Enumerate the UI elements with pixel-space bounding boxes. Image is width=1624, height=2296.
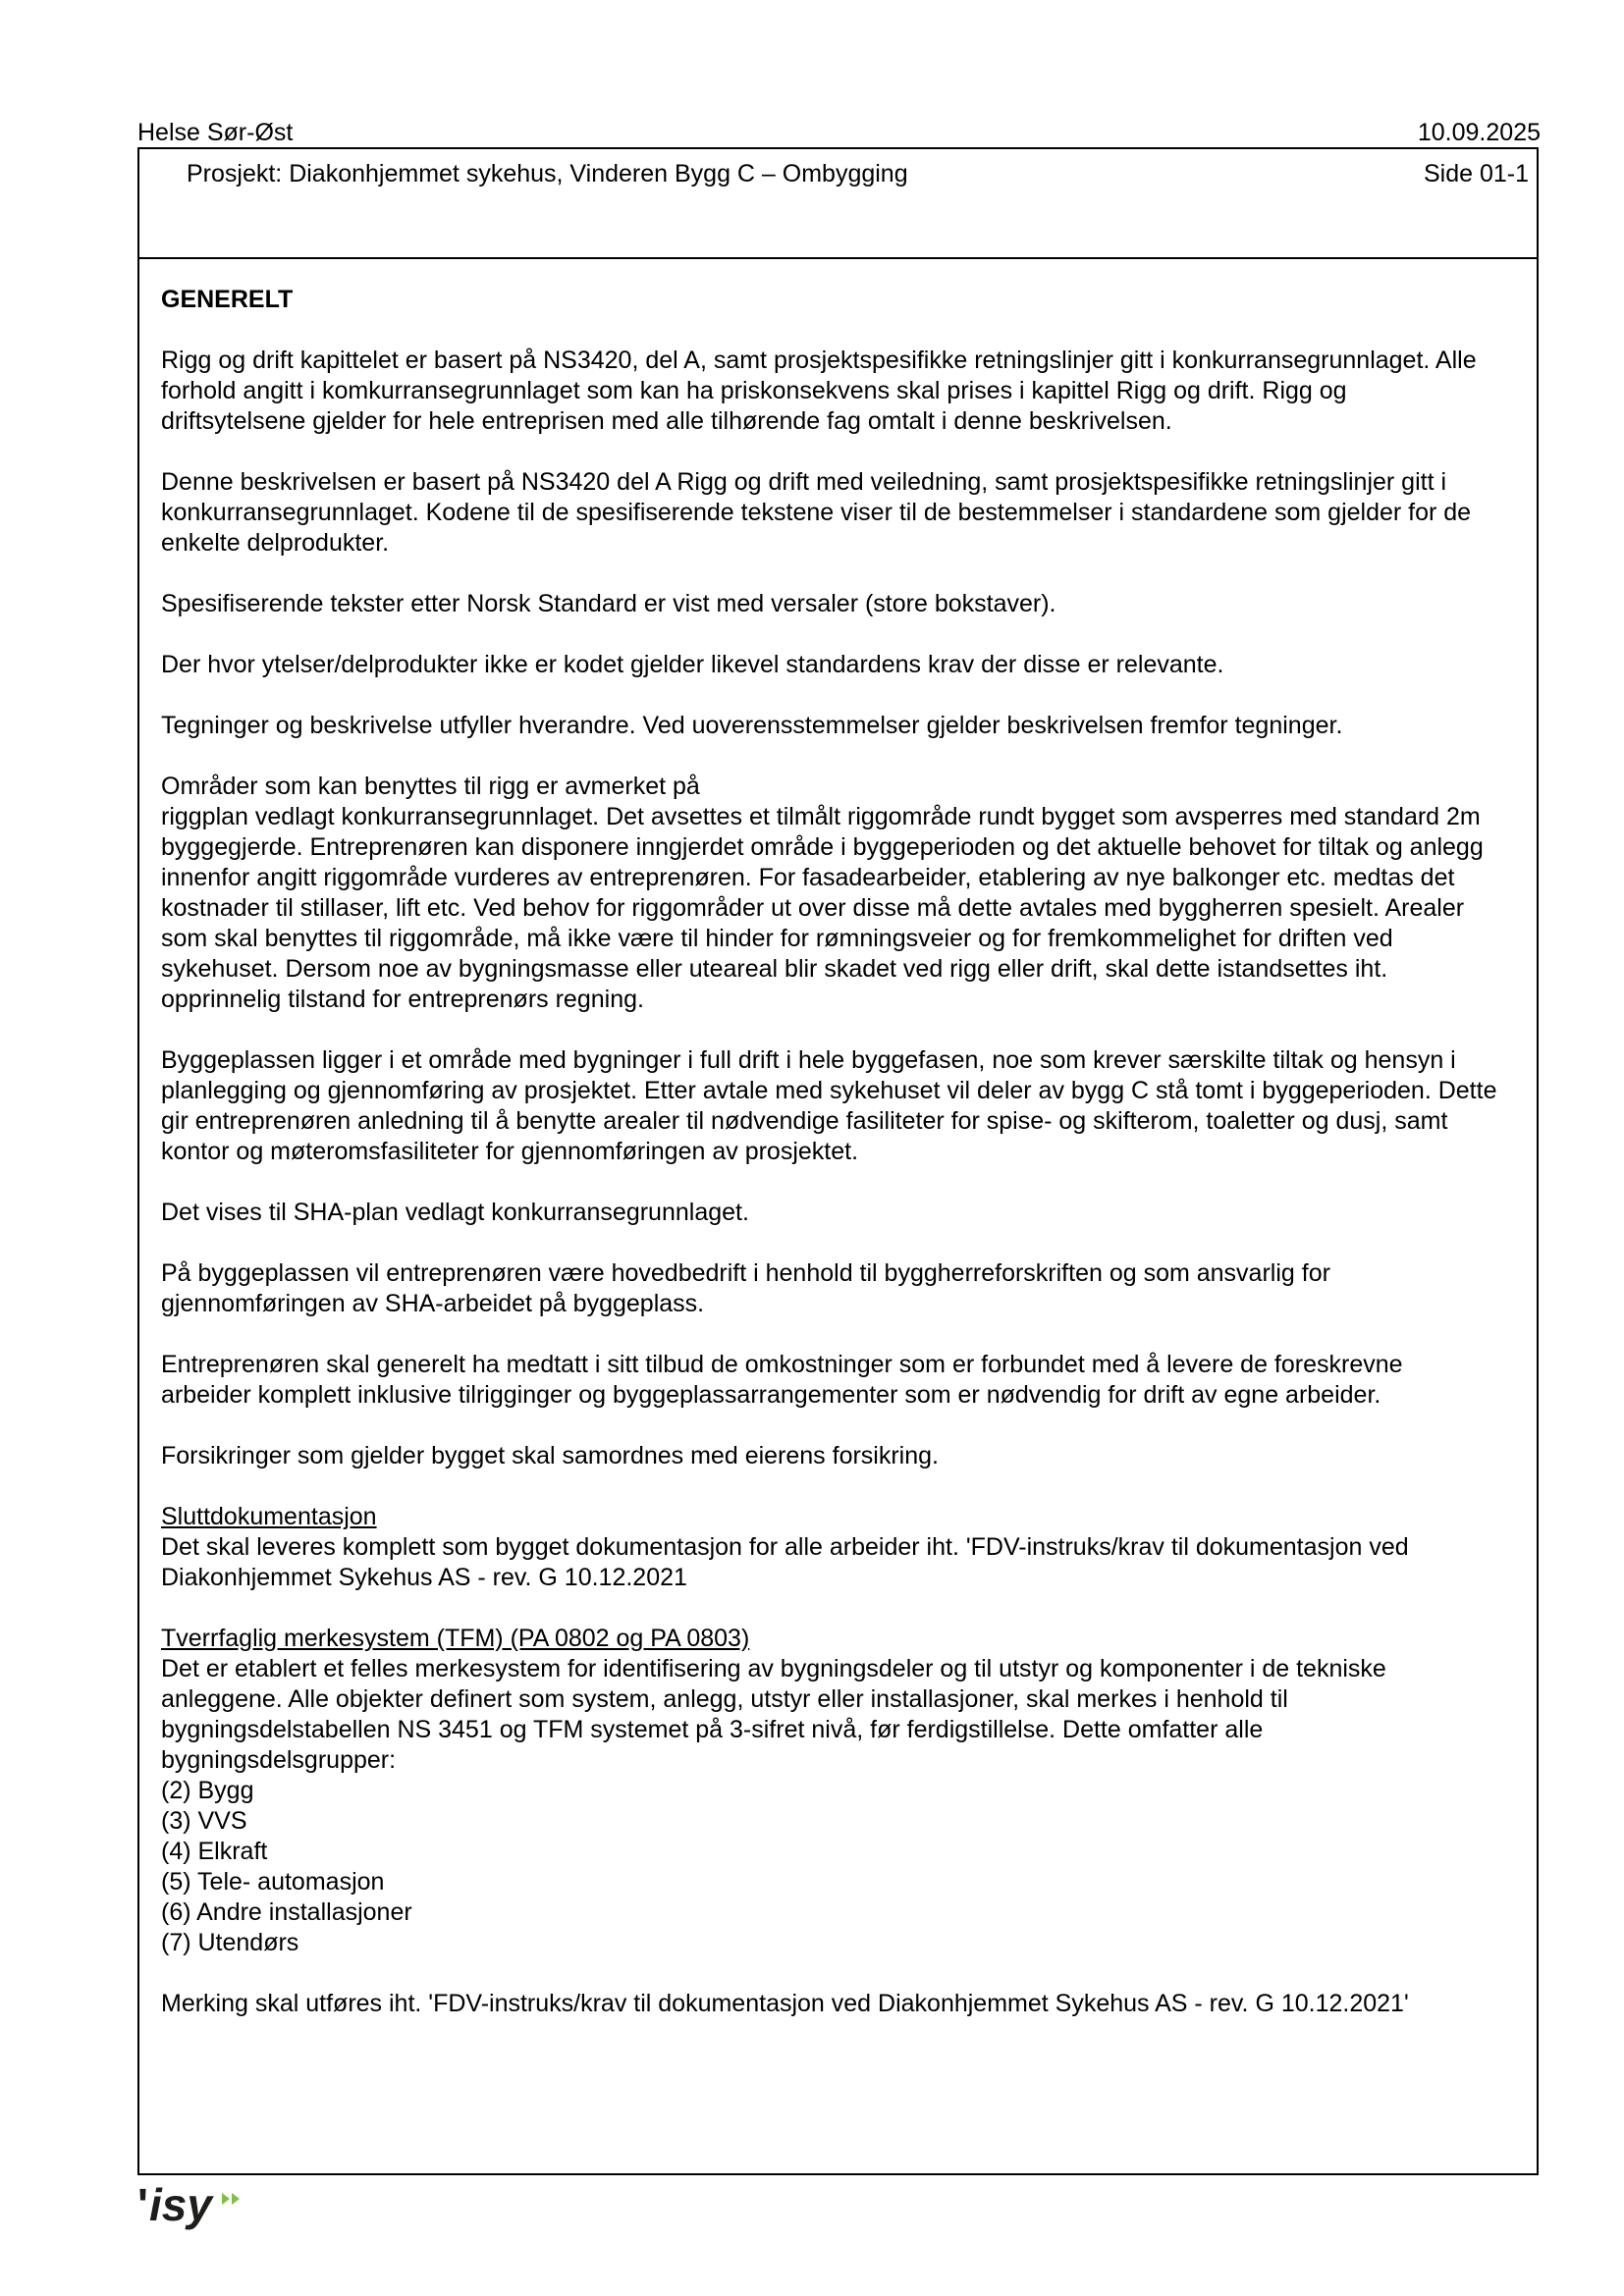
paragraph-2: Denne beskrivelsen er basert på NS3420 del A Rigg og drift med veiledning, samt prosjektspesifikke retningslinjer gitt i konkurransegrunnlaget. Kodene til de spesifiserende tekstene viser til de bestemmelser i standardene som gjelder for de enkelte delprodukter. xyxy=(161,468,1472,557)
tfm-heading: Tverrfaglig merkesystem (TFM) (PA 0802 og PA 0803) xyxy=(161,1625,750,1652)
document-body xyxy=(161,285,1497,2050)
tfm-section xyxy=(161,1624,1497,1958)
paragraph-10: Entreprenøren skal generelt ha medtatt i sitt tilbud de omkostninger som er forbundet med å levere de foreskrevne arbeider komplett inklusive tilrigginger og byggeplassarrangementer som er nødvendig for drift av egne arbeider. xyxy=(161,1351,1403,1409)
svg-text:': ' xyxy=(137,2179,148,2230)
tfm-list xyxy=(161,1776,1497,1958)
paragraph-6: Områder som kan benyttes til rigg er avmerket på riggplan vedlagt konkurransegrunnlaget. Det avsettes et tilmålt riggområde rundt bygget som avsperres med standard 2m byggegjerde. Entreprenøren kan disponere inngjerdet område i byggeperioden og det aktuelle behovet for tiltak og anlegg innenfor angitt riggområde vurderes av entreprenøren. For fasadearbeider, etablering av nye balkonger etc. medtas det kostnader til stillaser, lift etc. Ved behov for riggområder ut over disse må dette avtales med byggherren spesielt. Arealer som skal benyttes til riggområde, må ikke være til hinder for rømningsveier og for fremkommelighet for driften ved sykehuset. Dersom noe av bygningsmasse eller uteareal blir skadet ved rigg eller drift, skal dette istandsettes iht. opprinnelig tilstand for entreprenørs regning. xyxy=(161,773,1484,1013)
paragraph-8: Det vises til SHA-plan vedlagt konkurransegrunnlaget. xyxy=(161,1199,749,1226)
organization-name: Helse Sør-Øst xyxy=(137,119,294,146)
paragraph-11: Forsikringer som gjelder bygget skal samordnes med eierens forsikring. xyxy=(161,1442,939,1469)
list-item: (4) Elkraft xyxy=(161,1838,268,1865)
project-header xyxy=(139,149,1537,259)
paragraph-7: Byggeplassen ligger i et område med bygninger i full drift i hele byggefasen, noe som krever særskilte tiltak og hensyn i planlegging og gjennomføring av prosjektet. Etter avtale med sykehuset vil deler av bygg C stå tomt i byggeperioden. Dette gir entreprenøren anledning til å benytte arealer til nødvendige fasiliteter for spise- og skifterom, toaletter og dusj, samt kontor og møteromsfasiliteter for gjennomføringen av prosjektet. xyxy=(161,1046,1497,1165)
page-number: Side 01-1 xyxy=(1423,160,1529,187)
closing-paragraph: Merking skal utføres iht. 'FDV-instruks/krav til dokumentasjon ved Diakonhjemmet Sykehus AS - rev. G 10.12.2021' xyxy=(161,1990,1409,2017)
logo-wordmark: isy xyxy=(149,2179,212,2230)
paragraph-4: Der hvor ytelser/delprodukter ikke er kodet gjelder likevel standardens krav der disse er relevante. xyxy=(161,651,1224,678)
list-item: (6) Andre installasjoner xyxy=(161,1898,412,1926)
paragraph-9: På byggeplassen vil entreprenøren være hovedbedrift i henhold til byggherreforskriften og som ansvarlig for gjennomføringen av SHA-arbeidet på byggeplass. xyxy=(161,1259,1330,1317)
paragraph-1: Rigg og drift kapittelet er basert på NS3420, del A, samt prosjektspesifikke retningslinjer gitt i konkurransegrunnlaget. Alle forhold angitt i komkurransegrunnlaget som kan ha priskonsekvens skal prises i kapittel Rigg og drift. Rigg og driftsytelsene gjelder for hele entreprisen med alle tilhørende fag omtalt i denne beskrivelsen. xyxy=(161,347,1477,435)
paragraph-5: Tegninger og beskrivelse utfyller hverandre. Ved uoverensstemmelser gjelder beskrivelsen fremfor tegninger. xyxy=(161,712,1343,739)
sluttdokumentasjon-heading: Sluttdokumentasjon xyxy=(161,1503,377,1530)
sluttdokumentasjon-section xyxy=(161,1502,1497,1593)
page-frame xyxy=(137,147,1539,2175)
document-date: 10.09.2025 xyxy=(1417,119,1541,146)
list-item: (3) VVS xyxy=(161,1807,247,1835)
project-title: Prosjekt: Diakonhjemmet sykehus, Vinderen Bygg C – Ombygging xyxy=(187,160,908,187)
list-item: (7) Utendørs xyxy=(161,1929,299,1956)
paragraph-3: Spesifiserende tekster etter Norsk Standard er vist med versaler (store bokstaver). xyxy=(161,590,1056,617)
sluttdokumentasjon-text: Det skal leveres komplett som bygget dokumentasjon for alle arbeider iht. 'FDV-instruks/krav til dokumentasjon ved Diakonhjemmet Sykehus AS - rev. G 10.12.2021 xyxy=(161,1533,1409,1591)
isy-logo-icon xyxy=(137,2177,245,2236)
list-item: (5) Tele- automasjon xyxy=(161,1868,385,1896)
section-heading: GENERELT xyxy=(161,286,294,313)
list-item: (2) Bygg xyxy=(161,1777,254,1804)
tfm-text: Det er etablert et felles merkesystem for identifisering av bygningsdeler og til utstyr og komponenter i de tekniske anleggene. Alle objekter definert som system, anlegg, utstyr eller installasjoner, skal merkes i henhold til bygningsdelstabellen NS 3451 og TFM systemet på 3-sifret nivå, før ferdigstillelse. Dette omfatter alle bygningsdelsgrupper: xyxy=(161,1655,1386,1774)
